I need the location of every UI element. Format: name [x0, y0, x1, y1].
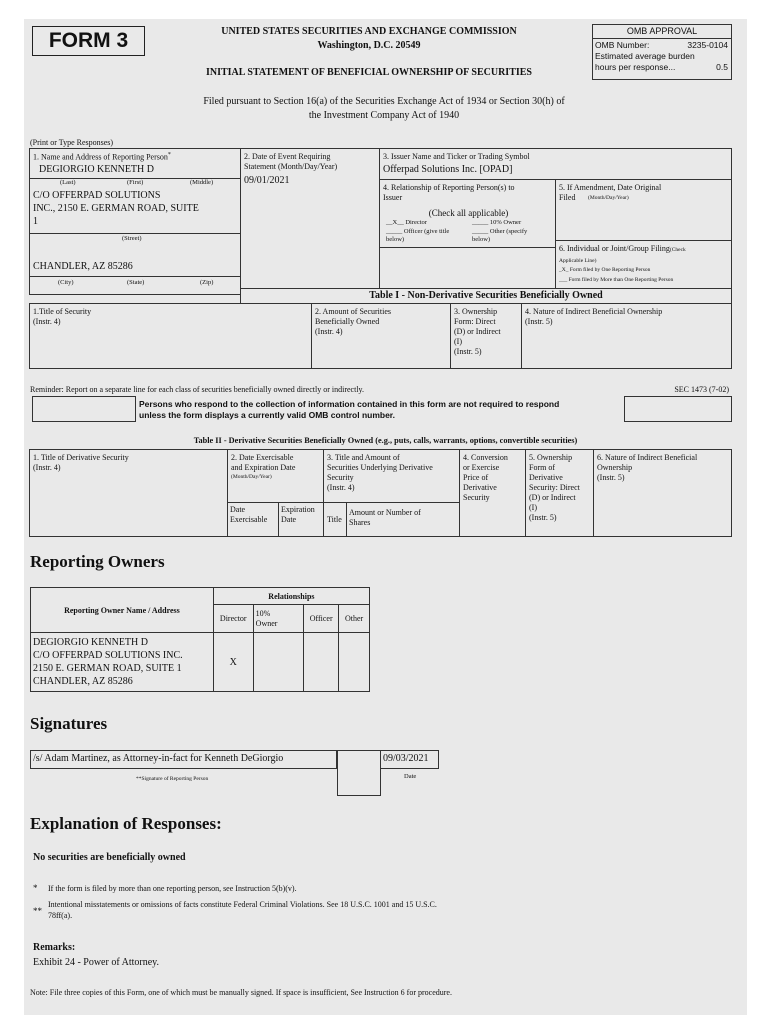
omb-approval-box: [592, 24, 732, 80]
expiration-date-label: Expiration Date: [281, 505, 315, 524]
box2-label: 2. Date of Event Requiring Statement (Month/Day/Year): [244, 152, 338, 171]
print-note: (Print or Type Responses): [30, 138, 114, 147]
ro-col-officer: Officer: [304, 605, 339, 633]
omb-burden-line-2: hours per response...: [595, 62, 676, 72]
label-first: (First): [127, 179, 144, 186]
ro-col-relationships: Relationships: [213, 588, 369, 605]
filed-by-one-person: _X_ Form filed by One Reporting Person: [559, 267, 651, 273]
table2-col1-label: 1. Title of Derivative Security (Instr. 4): [33, 453, 129, 472]
table2-col2-divider: [228, 502, 323, 503]
table2-col5: [525, 449, 594, 537]
form-label-box: [32, 26, 145, 56]
label-zip: (Zip): [200, 279, 214, 286]
date-exercisable-label: Date Exercisable: [230, 505, 268, 524]
box4-relationship: [379, 179, 556, 248]
signature-gap-box: [337, 750, 381, 796]
table2-col5-label: 5. Ownership Form of Derivative Security: Direct (D) or Indirect (I) (Instr. 5): [529, 453, 580, 522]
table1-col3: [450, 303, 522, 369]
box6-label-small: (Check Applicable Line): [559, 247, 686, 264]
signature-value: /s/ Adam Martinez, as Attorney-in-fact for Kenneth DeGiorgio: [33, 753, 284, 764]
underlying-title-label: Title: [327, 515, 342, 524]
table2-col4: [459, 449, 526, 537]
box6-label: 6. Individual or Joint/Group Filing: [559, 244, 670, 253]
omb-burden-value: 0.5: [716, 62, 728, 72]
box1-reporting-person: [29, 148, 241, 295]
officer-checkbox: _____ Officer (give title below): [386, 228, 450, 243]
table1-col2: [311, 303, 451, 369]
table1-col4-label: 4. Nature of Indirect Beneficial Ownership (Instr. 5): [525, 307, 663, 326]
notice-left-box: [32, 396, 136, 422]
label-last: (Last): [60, 179, 76, 186]
signature-label: **Signature of Reporting Person: [136, 776, 209, 782]
box3-label: 3. Issuer Name and Ticker or Trading Symbol: [383, 152, 530, 161]
event-date-value: 09/01/2021: [244, 175, 290, 186]
omb-number-value: 3235-0104: [687, 40, 728, 50]
form-page: [24, 19, 747, 1015]
other-checkbox: _____ Other (specify below): [472, 228, 528, 243]
table2-col6-label: 6. Nature of Indirect Beneficial Ownership (Instr. 5): [597, 453, 698, 482]
ro-owner-ten-pct: [253, 633, 304, 692]
box5-amendment: [555, 179, 732, 241]
box1-address-divider: [30, 233, 240, 234]
label-city: (City): [58, 279, 74, 286]
label-middle: (Middle): [190, 179, 214, 186]
signature-date-value: 09/03/2021: [383, 753, 429, 764]
footnote-2-mark: **: [33, 906, 42, 916]
box6-filing: [555, 240, 732, 289]
statement-title: INITIAL STATEMENT OF BENEFICIAL OWNERSHIP OF SECURITIES: [205, 67, 532, 78]
ro-owner-director: X: [213, 633, 253, 692]
filed-by-more-persons: ___ Form filed by More than One Reporting Person: [559, 277, 674, 283]
agency-line-2: Washington, D.C. 20549: [317, 40, 421, 51]
reporting-person-address: C/O OFFERPAD SOLUTIONS INC., 2150 E. GERMAN ROAD, SUITE 1: [33, 190, 199, 227]
box1-label: 1. Name and Address of Reporting Person: [33, 152, 168, 162]
no-securities-text: No securities are beneficially owned: [33, 852, 186, 863]
ro-col-ten-pct: 10% Owner: [253, 605, 304, 633]
box4-label: 4. Relationship of Reporting Person(s) to Issuer: [383, 183, 515, 202]
table2-title: Table II - Derivative Securities Beneficially Owned (e.g., puts, calls, warrants, options, convertible securities): [193, 436, 578, 445]
footnote-1: If the form is filed by more than one reporting person, see Instruction 5(b)(v).: [48, 884, 297, 893]
reporting-person-city-line: CHANDLER, AZ 85286: [33, 261, 133, 272]
box2-event-date: [240, 148, 380, 289]
omb-burden-line-1: Estimated average burden: [595, 51, 695, 61]
omb-number-label: OMB Number:: [595, 40, 650, 50]
table2-col4-label: 4. Conversion or Exercise Price of Derivative Security: [463, 453, 508, 502]
table2-col2: [227, 449, 324, 537]
reporting-person-name: DEGIORGIO KENNETH D: [39, 164, 154, 175]
table1-title-row: [240, 288, 732, 304]
table2-col2-label: 2. Date Exercisable and Expiration Date: [231, 453, 296, 472]
table-row: [31, 633, 370, 692]
ten-percent-owner-checkbox: _____ 10% Owner: [472, 219, 522, 226]
box6-label-wrap: [559, 244, 731, 266]
footnote-2: Intentional misstatements or omissions of facts constitute Federal Criminal Violations. See 18 U.S.C. 1001 and 15 U.S.C. 78ff(a).: [48, 900, 437, 920]
label-street: (Street): [122, 235, 142, 242]
explanation-heading: Explanation of Responses:: [30, 814, 222, 833]
agency-line-1: UNITED STATES SECURITIES AND EXCHANGE COMMISSION: [221, 26, 517, 37]
remarks-text: Exhibit 24 - Power of Attorney.: [33, 957, 160, 968]
table2-col2-vdivider: [278, 502, 279, 536]
underlying-amount-label: Amount or Number of Shares: [349, 508, 421, 527]
table1-col3-label: 3. Ownership Form: Direct (D) or Indirect (I) (Instr. 5): [454, 307, 501, 356]
table2-col3-vdivider: [346, 502, 347, 536]
filed-pursuant-text: Filed pursuant to Section 16(a) of the Securities Exchange Act of 1934 or Section 30(h) of the Investment Company Act of 1940: [203, 96, 565, 121]
ro-owner-officer: [304, 633, 339, 692]
signatures-heading: Signatures: [30, 714, 108, 733]
box4-check-note: (Check all applicable): [428, 208, 509, 218]
table2-col6: [593, 449, 732, 537]
signature-date-box: [380, 750, 439, 769]
table1-col2-label: 2. Amount of Securities Beneficially Owned (Instr. 4): [315, 307, 391, 336]
form-label: FORM 3: [48, 29, 129, 52]
table1-col1: [29, 303, 312, 369]
ro-owner-name: DEGIORGIO KENNETH D C/O OFFERPAD SOLUTIONS INC. 2150 E. GERMAN ROAD, SUITE 1 CHANDLER, AZ 85286: [31, 633, 214, 692]
table1-col1-label: 1.Title of Security (Instr. 4): [33, 307, 92, 326]
remarks-label: Remarks:: [33, 942, 76, 953]
table2-col3-label: 3. Title and Amount of Securities Underlying Derivative Security (Instr. 4): [327, 453, 433, 492]
ro-col-director: Director: [213, 605, 253, 633]
signature-box: [30, 750, 337, 769]
ro-col-other: Other: [339, 605, 370, 633]
notice-right-box: [624, 396, 732, 422]
ro-owner-other: [339, 633, 370, 692]
table2-col2-sub: (Month/Day/Year): [231, 474, 272, 480]
persons-notice: Persons who respond to the collection of information contained in this form are not required to respond unless the form displays a currently valid OMB control number.: [139, 399, 560, 420]
label-state: (State): [127, 279, 145, 286]
footnote-1-mark: *: [33, 883, 38, 893]
box3-issuer: [379, 148, 732, 180]
omb-title: OMB APPROVAL: [593, 25, 731, 39]
table1-col4: [521, 303, 732, 369]
table2-col3-divider: [324, 502, 459, 503]
box1-label-wrap: [33, 152, 171, 162]
filing-note: Note: File three copies of this Form, one of which must be manually signed. If space is insufficient, See Instruction 6 for procedure.: [30, 988, 452, 997]
table2-col3: [323, 449, 460, 537]
box1-label-mark: *: [167, 152, 171, 158]
table2-col1: [29, 449, 228, 537]
box1-city-divider: [30, 276, 240, 277]
signature-date-label: Date: [404, 773, 417, 780]
ro-col-name: Reporting Owner Name / Address: [31, 588, 214, 633]
table1-title: Table I - Non-Derivative Securities Beneficially Owned: [369, 290, 603, 301]
reporting-owners-heading: Reporting Owners: [30, 552, 165, 571]
reporting-owners-table: [30, 587, 370, 692]
director-checkbox: __X__ Director: [386, 219, 427, 226]
box5-label: 5. If Amendment, Date Original Filed: [559, 183, 662, 202]
sec-code: SEC 1473 (7-02): [674, 385, 729, 394]
box5-sub: (Month/Day/Year): [588, 195, 629, 201]
reminder-text: Reminder: Report on a separate line for each class of securities beneficially owned directly or indirectly.: [30, 385, 365, 394]
issuer-name-value: Offerpad Solutions Inc. [OPAD]: [383, 164, 513, 175]
